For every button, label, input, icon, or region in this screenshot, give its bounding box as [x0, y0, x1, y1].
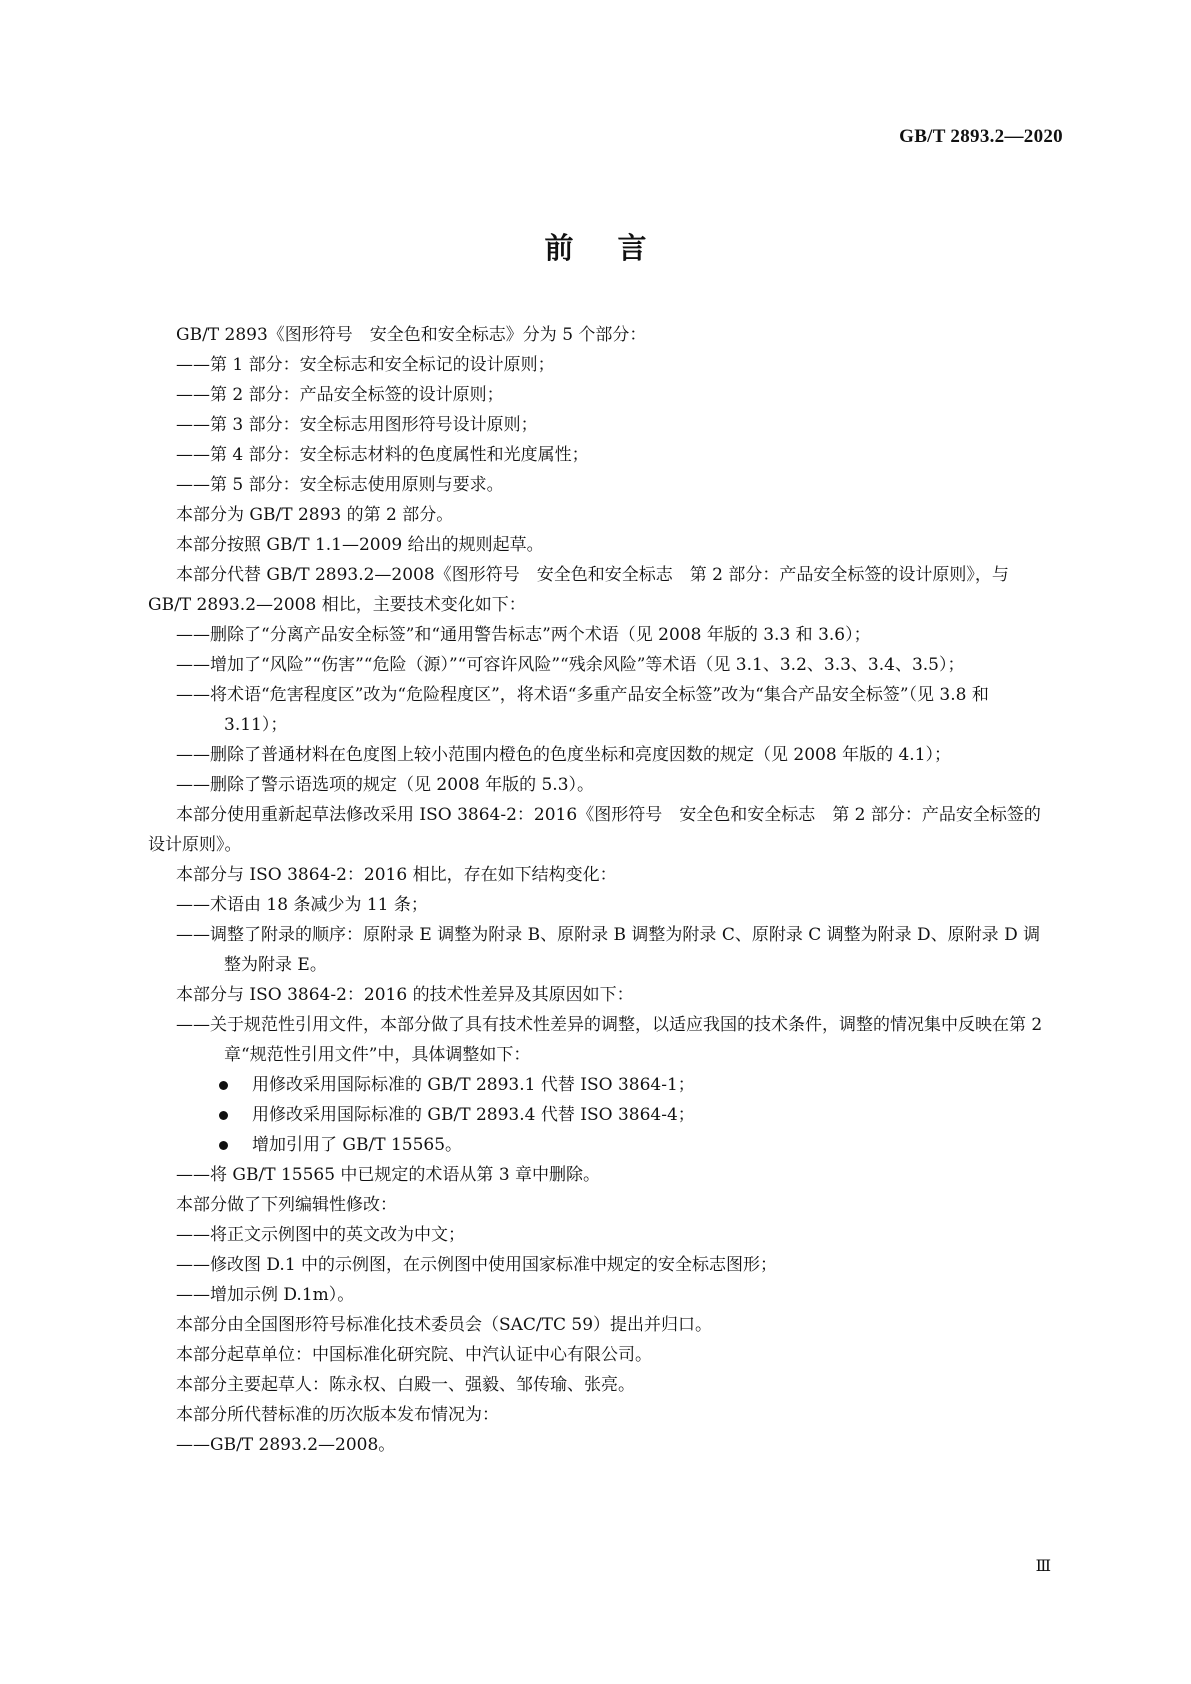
bullet-item — [148, 1100, 1048, 1130]
standard-number: GB/T 2893.2—2020 — [899, 126, 1063, 147]
dash-list-item: ——删除了“分离产品安全标签”和“通用警告标志”两个术语（见 2008 年版的 3.3 和 3.6）； — [176, 625, 871, 645]
bullet-item — [148, 1070, 1048, 1100]
bullet-dot-icon — [219, 1081, 228, 1090]
dash-list-item: ——增加示例 D.1m）。 — [176, 1285, 355, 1305]
dash-list-item: ——修改图 D.1 中的示例图，在示例图中使用国家标准中规定的安全标志图形； — [176, 1255, 778, 1275]
bullet-text: 用修改采用国际标准的 GB/T 2893.4 代替 ISO 3864-4； — [252, 1105, 695, 1125]
dash-list-item: ——将正文示例图中的英文改为中文； — [176, 1225, 465, 1245]
paragraph: 本部分起草单位：中国标准化研究院、中汽认证中心有限公司。 — [176, 1345, 652, 1365]
dash-list-item: ——删除了普通材料在色度图上较小范围内橙色的色度坐标和亮度因数的规定（见 2008 年版的 4.1）； — [176, 745, 952, 765]
bullet-dot-icon — [219, 1111, 228, 1120]
page-number: Ⅲ — [1035, 1558, 1051, 1575]
paragraph: 本部分按照 GB/T 1.1—2009 给出的规则起草。 — [176, 535, 544, 555]
dash-list-item: ——增加了“风险”“伤害”“危险（源）”“可容许风险”“残余风险”等术语（见 3.1、3.2、3.3、3.4、3.5）； — [176, 655, 965, 675]
dash-list-item: ——第 3 部分：安全标志用图形符号设计原则； — [176, 415, 538, 435]
bullet-text: 用修改采用国际标准的 GB/T 2893.1 代替 ISO 3864-1； — [252, 1075, 695, 1095]
paragraph: 本部分所代替标准的历次版本发布情况为： — [176, 1405, 499, 1425]
dash-list-item: ——删除了警示语选项的规定（见 2008 年版的 5.3）。 — [176, 775, 595, 795]
paragraph: 本部分与 ISO 3864-2：2016 相比，存在如下结构变化： — [176, 865, 617, 885]
dash-list-item: ——术语由 18 条减少为 11 条； — [176, 895, 428, 915]
bullet-dot-icon — [219, 1141, 228, 1150]
dash-list-item: ——第 5 部分：安全标志使用原则与要求。 — [176, 475, 504, 495]
dash-list-item: ——将术语“危害程度区”改为“危险程度区”，将术语“多重产品安全标签”改为“集合产品安全标签”（见 3.8 和 3.11）； — [176, 685, 989, 735]
bullet-item — [148, 1130, 1048, 1160]
bullet-text: 增加引用了 GB/T 15565。 — [252, 1135, 463, 1155]
dash-list-item: ——GB/T 2893.2—2008。 — [176, 1435, 396, 1455]
dash-list-item: ——关于规范性引用文件，本部分做了具有技术性差异的调整，以适应我国的技术条件，调整的情况集中反映在第 2 章“规范性引用文件”中，具体调整如下： — [176, 1015, 1043, 1065]
dash-list-item: ——第 1 部分：安全标志和安全标记的设计原则； — [176, 355, 555, 375]
dash-list-item: ——第 4 部分：安全标志材料的色度属性和光度属性； — [176, 445, 589, 465]
foreword-body — [148, 320, 1048, 1460]
dash-list-item: ——调整了附录的顺序：原附录 E 调整为附录 B、原附录 B 调整为附录 C、原附录 C 调整为附录 D、原附录 D 调整为附录 E。 — [176, 925, 1041, 975]
paragraph: 本部分使用重新起草法修改采用 ISO 3864-2：2016《图形符号 安全色和安全标志 第 2 部分：产品安全标签的设计原则》。 — [148, 805, 1041, 855]
paragraph: 本部分由全国图形符号标准化技术委员会（SAC/TC 59）提出并归口。 — [176, 1315, 713, 1335]
dash-list-item: ——将 GB/T 15565 中已规定的术语从第 3 章中删除。 — [176, 1165, 601, 1185]
page-title: 前言 — [544, 231, 691, 265]
paragraph: 本部分主要起草人：陈永权、白殿一、强毅、邹传瑜、张亮。 — [176, 1375, 635, 1395]
dash-list-item: ——第 2 部分：产品安全标签的设计原则； — [176, 385, 504, 405]
paragraph: 本部分与 ISO 3864-2：2016 的技术性差异及其原因如下： — [176, 985, 634, 1005]
paragraph: 本部分代替 GB/T 2893.2—2008《图形符号 安全色和安全标志 第 2 部分：产品安全标签的设计原则》，与 GB/T 2893.2—2008 相比，主要技术变化如下： — [148, 565, 1009, 615]
paragraph: GB/T 2893《图形符号 安全色和安全标志》分为 5 个部分： — [176, 325, 647, 345]
paragraph: 本部分做了下列编辑性修改： — [176, 1195, 397, 1215]
paragraph: 本部分为 GB/T 2893 的第 2 部分。 — [176, 505, 454, 525]
